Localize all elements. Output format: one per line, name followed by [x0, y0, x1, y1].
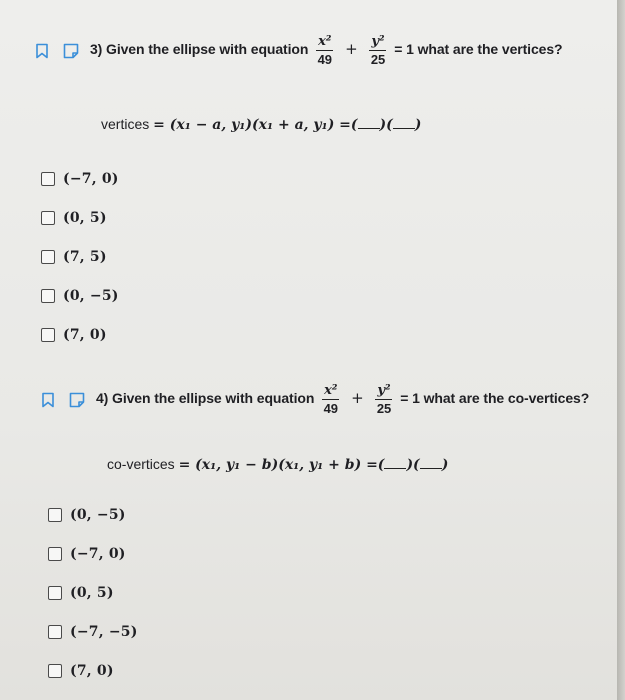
answer-blank-1[interactable] [384, 458, 406, 469]
option-3e[interactable] [41, 325, 119, 345]
vertices-formula [101, 116, 421, 133]
question-4-options [48, 505, 138, 700]
bookmark-icon[interactable] [34, 43, 50, 59]
checkbox[interactable] [48, 586, 62, 600]
fraction-numerator: y² [371, 34, 385, 49]
question-3-header [34, 34, 562, 67]
option-label: (0, 5) [63, 210, 107, 226]
option-label: (7, 0) [63, 327, 107, 343]
option-3d[interactable] [41, 286, 119, 306]
fraction-numerator: y² [377, 383, 391, 398]
option-4a[interactable] [48, 505, 138, 525]
checkbox[interactable] [41, 250, 55, 264]
checkbox[interactable] [48, 625, 62, 639]
fraction-y-squared-over-25 [369, 34, 386, 67]
plus-sign: + [351, 389, 364, 408]
formula-expression: = (x₁, y₁ − b)(x₁, y₁ + b) =( [178, 457, 385, 473]
question-4-text: 4) Given the ellipse with equation [96, 390, 315, 407]
option-label: (7, 5) [63, 249, 107, 265]
checkbox[interactable] [48, 508, 62, 522]
option-label: (0, 5) [70, 585, 114, 601]
plus-sign: + [345, 40, 358, 59]
option-label: (−7, −5) [70, 624, 138, 640]
note-icon[interactable] [68, 391, 86, 409]
option-label: (0, −5) [70, 507, 126, 523]
question-4-header [40, 383, 589, 416]
fraction-denominator: 25 [376, 401, 392, 416]
question-3-options [41, 169, 119, 364]
option-label: (0, −5) [63, 288, 119, 304]
formula-separator: )( [379, 117, 393, 133]
fraction-x-squared-over-49 [322, 383, 339, 416]
question-3-text: 3) Given the ellipse with equation [90, 41, 309, 58]
formula-separator: )( [406, 457, 420, 473]
answer-blank-1[interactable] [358, 118, 380, 129]
option-3c[interactable] [41, 247, 119, 267]
checkbox[interactable] [41, 289, 55, 303]
fraction-x-squared-over-49 [316, 34, 333, 67]
option-label: (−7, 0) [70, 546, 126, 562]
question-3-prompt [90, 34, 562, 67]
question-4-tail: = 1 what are the co-vertices? [400, 390, 590, 407]
answer-blank-2[interactable] [420, 458, 442, 469]
option-4e[interactable] [48, 661, 138, 681]
formula-expression: = (x₁ − a, y₁)(x₁ + a, y₁) =( [153, 117, 358, 133]
question-3-tail: = 1 what are the vertices? [394, 41, 563, 58]
fraction-numerator: x² [324, 383, 338, 398]
checkbox[interactable] [41, 211, 55, 225]
answer-blank-2[interactable] [393, 118, 415, 129]
fraction-denominator: 49 [323, 401, 338, 416]
note-icon[interactable] [62, 42, 80, 60]
option-4d[interactable] [48, 622, 138, 642]
formula-label: vertices [101, 116, 150, 132]
formula-close: ) [414, 117, 422, 133]
fraction-numerator: x² [318, 34, 332, 49]
bookmark-icon[interactable] [40, 392, 56, 408]
fraction-denominator: 49 [317, 52, 332, 67]
option-3b[interactable] [41, 208, 119, 228]
page-edge-shadow [617, 0, 625, 700]
checkbox[interactable] [48, 664, 62, 678]
co-vertices-formula [107, 456, 448, 473]
checkbox[interactable] [41, 172, 55, 186]
formula-close: ) [441, 457, 449, 473]
option-label: (7, 0) [70, 663, 114, 679]
option-4b[interactable] [48, 544, 138, 564]
fraction-denominator: 25 [370, 52, 386, 67]
formula-label: co-vertices [107, 456, 175, 472]
option-label: (−7, 0) [63, 171, 119, 187]
checkbox[interactable] [48, 547, 62, 561]
option-4c[interactable] [48, 583, 138, 603]
question-4-prompt [96, 383, 589, 416]
checkbox[interactable] [41, 328, 55, 342]
fraction-y-squared-over-25 [375, 383, 392, 416]
option-3a[interactable] [41, 169, 119, 189]
